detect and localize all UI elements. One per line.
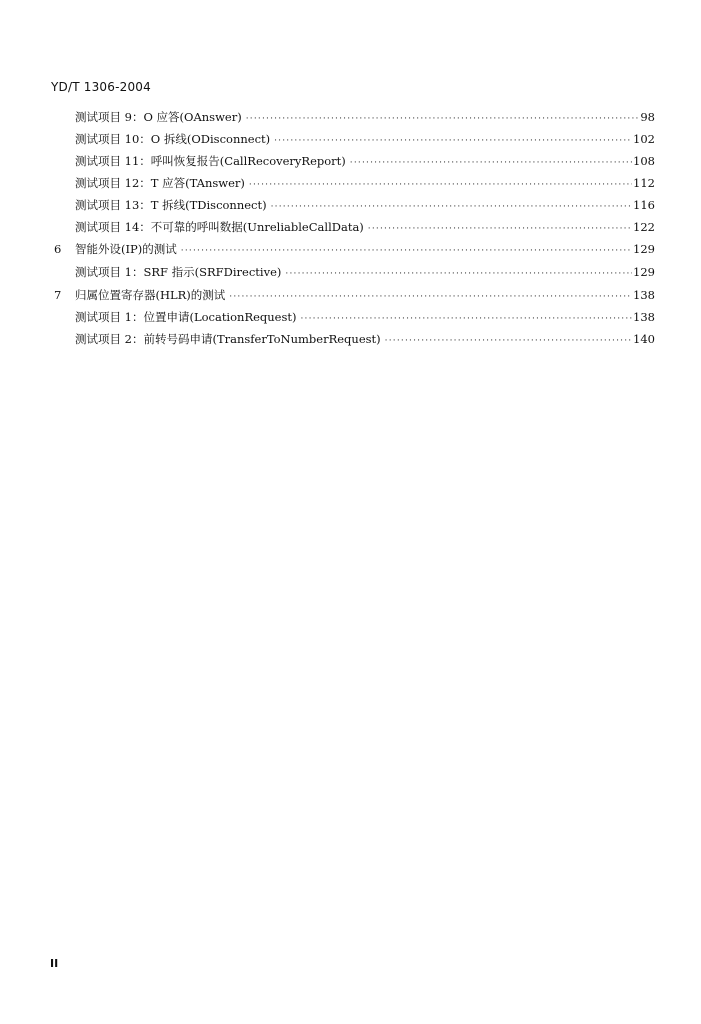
document-code: YD/T 1306-2004 [51,80,151,94]
page-number-roman: II [50,957,59,970]
toc-title: 智能外设(IP)的测试 [75,242,177,256]
toc-entry[interactable] [0,130,701,148]
toc-page-number: 129 [633,265,655,279]
toc-leader-dots [285,265,632,283]
toc-entry[interactable] [0,286,701,304]
toc-entry[interactable] [0,218,701,236]
toc-leader-dots [274,132,632,150]
toc-section-number: 6 [54,242,62,256]
toc-leader-dots [385,332,632,350]
toc-page-number: 138 [633,288,655,302]
toc-page-number: 108 [633,154,655,168]
toc-leader-dots [350,154,632,172]
toc-title: 测试项目 1：SRF 指示(SRFDirective) [75,265,282,279]
toc-page-number: 138 [633,310,655,324]
toc-entry[interactable] [0,196,701,214]
toc-title: 测试项目 9：O 应答(OAnswer) [75,110,242,124]
toc-page-number: 116 [633,198,655,212]
toc-leader-dots [246,110,640,128]
toc-entry[interactable] [0,330,701,348]
toc-entry[interactable] [0,152,701,170]
toc-title: 测试项目 10：O 拆线(ODisconnect) [75,132,271,146]
toc-entry[interactable] [0,174,701,192]
toc-title: 测试项目 14：不可靠的呼叫数据(UnreliableCallData) [75,220,364,234]
toc-leader-dots [368,220,632,238]
toc-title: 归属位置寄存器(HLR)的测试 [75,288,226,302]
toc-page-number: 140 [633,332,655,346]
toc-section-number: 7 [54,288,62,302]
toc-entry[interactable] [0,240,701,258]
toc-title: 测试项目 2：前转号码申请(TransferToNumberRequest) [75,332,381,346]
toc-page-number: 112 [633,176,655,190]
toc-entry[interactable] [0,108,701,126]
toc-title: 测试项目 12：T 应答(TAnswer) [75,176,245,190]
toc-entry[interactable] [0,263,701,281]
toc-page-number: 98 [640,110,655,124]
toc-title: 测试项目 1：位置申请(LocationRequest) [75,310,297,324]
toc-leader-dots [271,198,632,216]
toc-leader-dots [229,288,632,306]
toc-page-number: 129 [633,242,655,256]
toc-entry[interactable] [0,308,701,326]
toc-leader-dots [301,310,633,328]
toc-leader-dots [181,242,632,260]
toc-page-number: 102 [633,132,655,146]
toc-title: 测试项目 13：T 拆线(TDisconnect) [75,198,267,212]
toc-page-number: 122 [633,220,655,234]
toc-title: 测试项目 11：呼叫恢复报告(CallRecoveryReport) [75,154,346,168]
toc-leader-dots [249,176,632,194]
